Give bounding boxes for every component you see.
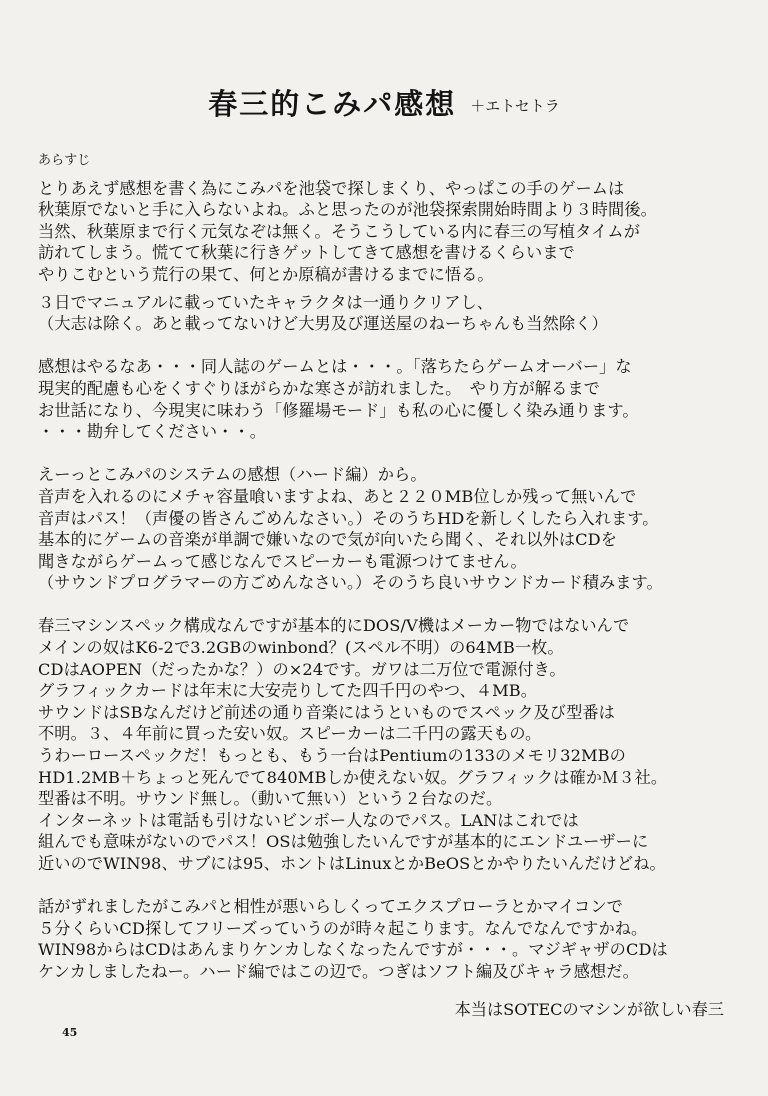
author-signature: 本当はSOTECのマシンが欲しい春三 [454, 1000, 724, 1019]
text-line: 秋葉原でないと手に入らないよね。ふと思ったのが池袋探索開始時間より３時間後。 [38, 200, 657, 220]
text-line: HD1.2MB＋ちょっと死んでて840MBしか使えない奴。グラフィックは確かＭ３社。 [38, 767, 668, 787]
text-line: 近いのでWIN98、サブには95、ホントはLinuxとかBeOSとかやりたいんだけどね。 [38, 854, 666, 873]
text-line: 音声を入れるのにメチャ容量喰いますよね、あと２２０MB位しか残って無いんで [38, 486, 637, 506]
text-line: 不明。３、４年前に買った安い奴。スピーカーは二千円の露天もの。 [38, 724, 542, 744]
text-line: （サウンドプログラマーの方ごめんなさい。）そのうち良いサウンドカード積みます。 [38, 573, 663, 593]
text-line: うわーロースペックだ！もっとも、もう一台はPentiumの133のメモリ32MBの [38, 746, 626, 766]
text-line: 聞きながらゲームって感じなんでスピーカーも電源つけてません。 [38, 551, 527, 571]
text-line: ケンカしましたねー。ハード編ではこの辺で。つぎはソフト編及びキャラ感想だ。 [38, 961, 639, 981]
page-title: 春三的こみパ感想 [208, 87, 457, 121]
text-line: 組んでも意味がないのでパス！OSは勉強したいんですが基本的にエンドユーザーに [38, 832, 649, 852]
text-line: 春三マシンスペック構成なんですが基本的にDOS/V機はメーカー物ではないんで [38, 616, 630, 636]
article-body [38, 150, 748, 983]
text-line: 型番は不明。サウンド無し。（動いて無い）という２台なのだ。 [38, 789, 503, 809]
text-line: とりあえず感想を書く為にこみパを池袋で探しまくり、やっぱこの手のゲームは [38, 178, 625, 198]
text-line: グラフィックカードは年末に大安売りしてた四千円のやつ、４MB。 [38, 681, 538, 701]
text-line: （大志は除く。あと載ってないけど大男及び運送屋のねーちゃんも当然除く） [38, 314, 608, 334]
text-line: ・・・勘弁してください・・。 [38, 422, 267, 442]
text-line: ３日でマニュアルに載っていたキャラクタは一通りクリアし、 [38, 292, 494, 312]
text-line: 話がずれましたがこみパと相性が悪いらしくってエクスプローラとかマイコンで [38, 897, 623, 917]
text-line: 基本的にゲームの音楽が単調で嫌いなので気が向いたら聞く、それ以外はCDを [38, 530, 618, 550]
text-line: メインの奴はK6-2で3.2GBのwinbond？(スペル不明）の64MB一枚。 [38, 638, 564, 658]
text-line: 音声はパス！（声優の皆さんごめんなさい。）そのうちHDを新しくしたら入れます。 [38, 508, 659, 528]
text-line: 当然、秋葉原まで行く元気なぞは無く。そうこうしている内に春三の写植タイムが [38, 221, 640, 241]
text-line: サウンドはSBなんだけど前述の通り音楽にはうといものでスペック及び型番は [38, 702, 615, 722]
text-line: えーっとこみパのシステムの感想（ハード編）から。 [38, 465, 427, 485]
page-number: 45 [62, 1026, 78, 1039]
section-heading: あらすじ [38, 153, 91, 168]
text-line: お世話になり、今現実に味わう「修羅場モード」も私の心に優しく染み通ります。 [38, 400, 639, 420]
text-line: CDはAOPEN（だったかな？）の×24です。ガワは二万位で電源付き。 [38, 659, 566, 679]
page-subtitle: ＋エトセトラ [470, 97, 560, 115]
text-line: WIN98からはCDはあんまりケンカしなくなったんですが・・・。マジギャザのCDは [38, 940, 668, 960]
text-line: インターネットは電話も引けないビンボー人なのでパス。LANはこれでは [38, 810, 579, 830]
text-line: 訪れてしまう。慌てて秋葉に行きゲットしてきて感想を書けるくらいまで [38, 243, 575, 263]
text-line: 現実的配慮も心をくすぐりほがらかな寒さが訪れました。 やり方が解るまで [38, 378, 600, 398]
text-line: ５分くらいCD探してフリーズっていうのが時々起こります。なんでなんですかね。 [38, 918, 648, 938]
text-line: 感想はやるなあ・・・同人誌のゲームとは・・・。「落ちたらゲームオーバー」な [38, 357, 632, 377]
title-row [0, 82, 768, 123]
text-line: やりこむという荒行の果て、何とか原稿が書けるまでに悟る。 [38, 264, 494, 284]
